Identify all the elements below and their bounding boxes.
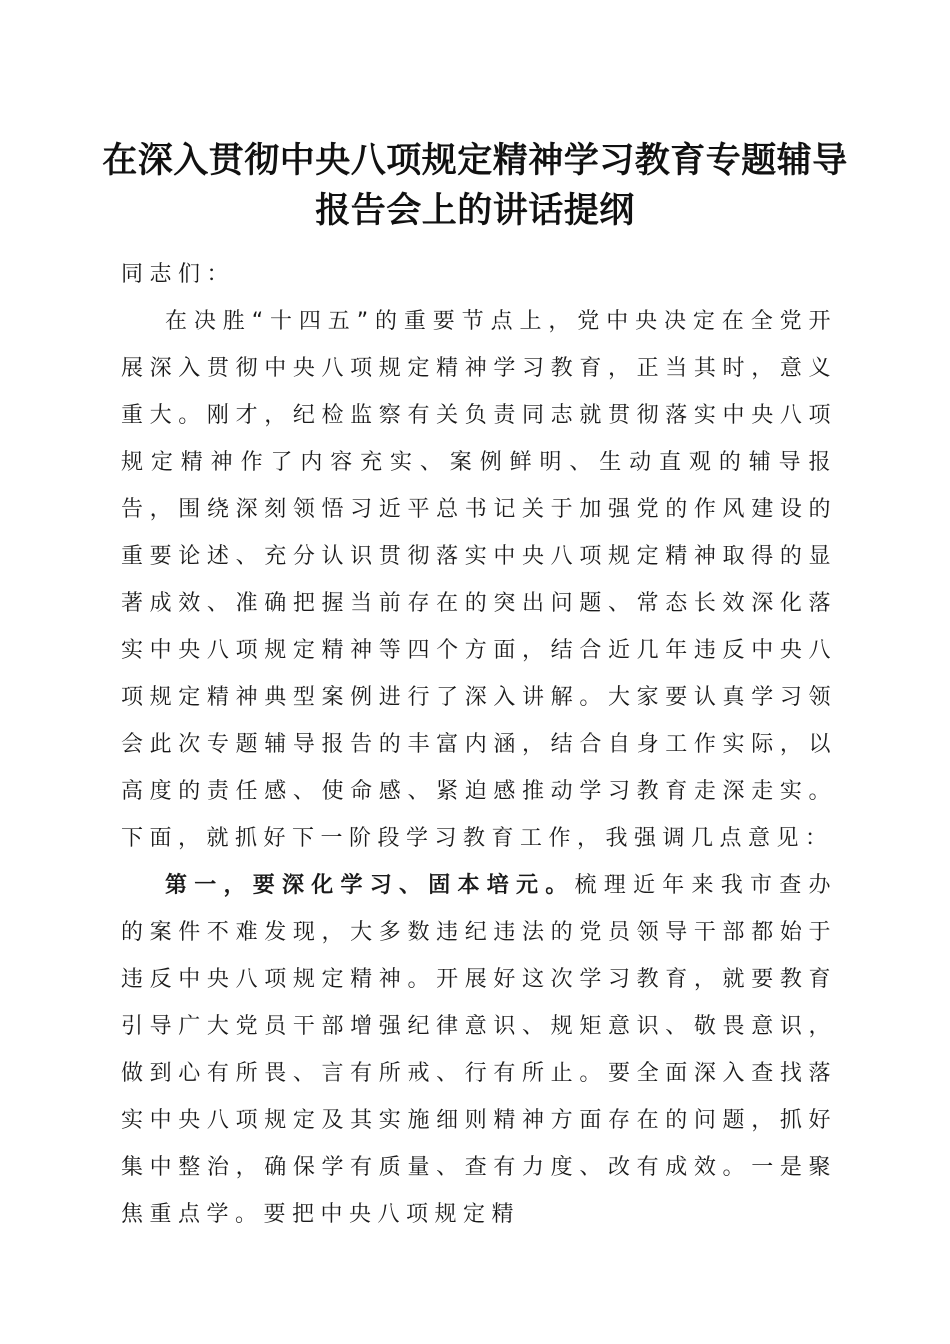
salutation: 同志们： [121,262,236,287]
paragraph-lead-heading: 第一，要深化学习、固本培元。 [165,873,575,898]
document-title: 在深入贯彻中央八项规定精神学习教育专题辅导报告会上的讲话提纲 [102,140,848,231]
paragraph-first-point [121,862,837,1238]
paragraph-intro: 在决胜“十四五”的重要节点上，党中央决定在全党开展深入贯彻中央八项规定精神学习教育，正当其时，意义重大。刚才，纪检监察有关负责同志就贯彻落实中央八项规定精神作了内容充实、案例鲜明、生动直观的辅导报告，围绕深刻领悟习近平总书记关于加强党的作风建设的重要论述、充分认识贯彻落实中央八项规定精神取得的显著成效、准确把握当前存在的突出问题、常态长效深化落实中央八项规定精神等四个方面，结合近几年违反中央八项规定精神典型案例进行了深入讲解。大家要认真学习领会此次专题辅导报告的丰富内涵，结合自身工作实际，以高度的责任感、使命感、紧迫感推动学习教育走深走实。下面，就抓好下一阶段学习教育工作，我强调几点意见： [121,309,837,851]
paragraph-body-text: 梳理近年来我市查办的案件不难发现，大多数违纪违法的党员领导干部都始于违反中央八项规定精神。开展好这次学习教育，就要教育引导广大党员干部增强纪律意识、规矩意识、敬畏意识，做到心有所畏、言有所戒、行有所止。要全面深入查找落实中央八项规定及其实施细则精神方面存在的问题，抓好集中整治，确保学有质量、查有力度、改有成效。一是聚焦重点学。要把中央八项规定精 [121,873,837,1227]
document-body [121,251,837,1238]
